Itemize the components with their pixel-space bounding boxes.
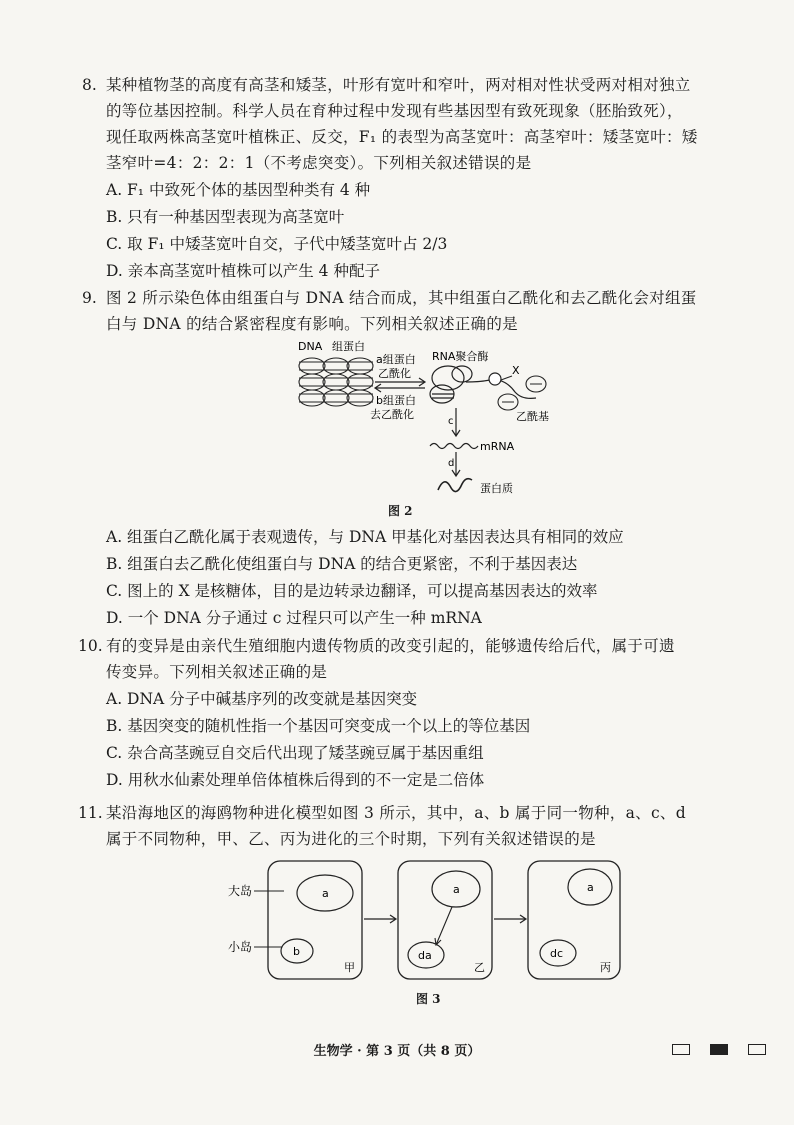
scan-mark-hollow-right [748,1044,766,1055]
question-11-line-1: 某沿海地区的海鸥物种进化模型如图 3 所示，其中，a、b 属于同一物种，a、c、d [106,804,686,822]
question-10-line-1: 有的变异是由亲代生殖细胞内遗传物质的改变引起的，能够遗传给后代，属于可遗 [106,637,675,655]
panel-jia [268,861,362,979]
label-rna-polymerase: RNA聚合酶 [432,350,489,363]
label-b-bottom: 去乙酰化 [370,408,414,421]
question-8-option-c: C. 取 F₁ 中矮茎宽叶自交，子代中矮茎宽叶占 2/3 [106,235,448,253]
panel-bing-bottom-label: dc [550,947,564,960]
rna-polymerase-shape [430,366,472,403]
figure-3-caption: 图 3 [416,992,441,1006]
label-d: d [448,458,455,469]
panel-bing-period: 丙 [600,961,611,974]
arrow-yi-bing [494,915,526,923]
arrow-b [375,384,425,392]
panel-jia-period: 甲 [344,961,355,974]
mrna-wave [430,444,478,449]
question-8-number: 8. [82,76,97,94]
arrow-jia-yi [364,915,396,923]
label-acetyl: 乙酰基 [516,410,549,423]
panel-yi-bottom-label: da [418,949,432,962]
panel-yi [398,861,492,979]
figure-2-caption: 图 2 [388,504,413,518]
label-protein: 蛋白质 [480,482,513,495]
question-8-line-3: 现任取两株高茎宽叶植株正、反交，F₁ 的表型为高茎宽叶：高茎窄叶：矮茎宽叶：矮 [106,128,698,146]
panel-bing [528,861,620,979]
acetylated-histone [498,376,546,410]
question-8-line-1: 某种植物茎的高度有高茎和矮茎，叶形有宽叶和窄叶，两对相对性状受两对相对独立 [106,76,691,94]
question-9-option-a: A. 组蛋白乙酰化属于表观遗传，与 DNA 甲基化对基因表达具有相同的效应 [106,528,624,546]
scan-mark-hollow-left [672,1044,690,1055]
question-10-option-a: A. DNA 分子中碱基序列的改变就是基因突变 [106,690,418,708]
label-x: X [512,364,520,377]
scan-marks [672,1044,766,1055]
label-mrna: mRNA [480,440,515,453]
question-9-line-1: 图 2 所示染色体由组蛋白与 DNA 结合而成，其中组蛋白乙酰化和去乙酰化会对组蛋 [106,289,697,307]
scan-mark-filled [710,1044,728,1055]
figure-3-diagram [224,855,624,985]
panel-yi-period: 乙 [474,961,485,974]
ribosome-x-circle [489,373,501,385]
question-11-number: 11. [78,804,103,822]
condensed-chromatin [299,358,373,406]
question-9-number: 9. [82,289,97,307]
protein-squiggle [438,479,472,492]
panel-bing-top-label: a [587,881,594,894]
question-10-option-c: C. 杂合高茎豌豆自交后代出现了矮茎豌豆属于基因重组 [106,744,484,762]
question-11-line-2: 属于不同物种，甲、乙、丙为进化的三个时期，下列有关叙述错误的是 [106,830,596,848]
question-8-line-4: 茎窄叶=4：2：2：1（不考虑突变）。下列相关叙述错误的是 [106,154,532,172]
question-8-option-d: D. 亲本高茎宽叶植株可以产生 4 种配子 [106,262,380,280]
question-9-option-c: C. 图上的 X 是核糖体，目的是边转录边翻译，可以提高基因表达的效率 [106,582,598,600]
question-9-option-d: D. 一个 DNA 分子通过 c 过程只可以产生一种 mRNA [106,609,482,627]
figure-2-diagram [290,338,560,498]
question-9-line-2: 白与 DNA 的结合紧密程度有影响。下列相关叙述正确的是 [106,315,518,333]
migration-arrow [435,907,452,945]
question-8-option-a: A. F₁ 中致死个体的基因型种类有 4 种 [106,181,371,199]
panel-jia-bottom-label: b [293,945,300,958]
panel-jia-top-label: a [322,887,329,900]
question-10-option-b: B. 基因突变的随机性指一个基因可突变成一个以上的等位基因 [106,717,531,735]
label-b-top: b组蛋白 [376,394,416,407]
question-10-option-d: D. 用秋水仙素处理单倍体植株后得到的不一定是二倍体 [106,771,485,789]
question-10-number: 10. [78,637,103,655]
label-c: c [448,416,454,427]
question-9-option-b: B. 组蛋白去乙酰化使组蛋白与 DNA 的结合更紧密，不利于基因表达 [106,555,578,573]
label-a-bottom: 乙酰化 [378,367,411,380]
question-8-option-b: B. 只有一种基因型表现为高茎宽叶 [106,208,345,226]
page-footer: 生物学 · 第 3 页（共 8 页） [313,1044,481,1059]
question-8-line-2: 的等位基因控制。科学人员在育种过程中发现有些基因型有致死现象（胚胎致死）， [106,102,683,120]
question-10-line-2: 传变异。下列相关叙述正确的是 [106,663,328,681]
label-small-island: 小岛 [228,940,253,954]
label-a-top: a组蛋白 [376,353,416,366]
label-histone: 组蛋白 [332,340,365,353]
panel-yi-top-label: a [453,883,460,896]
label-big-island: 大岛 [228,884,253,898]
label-dna: DNA [298,340,323,353]
